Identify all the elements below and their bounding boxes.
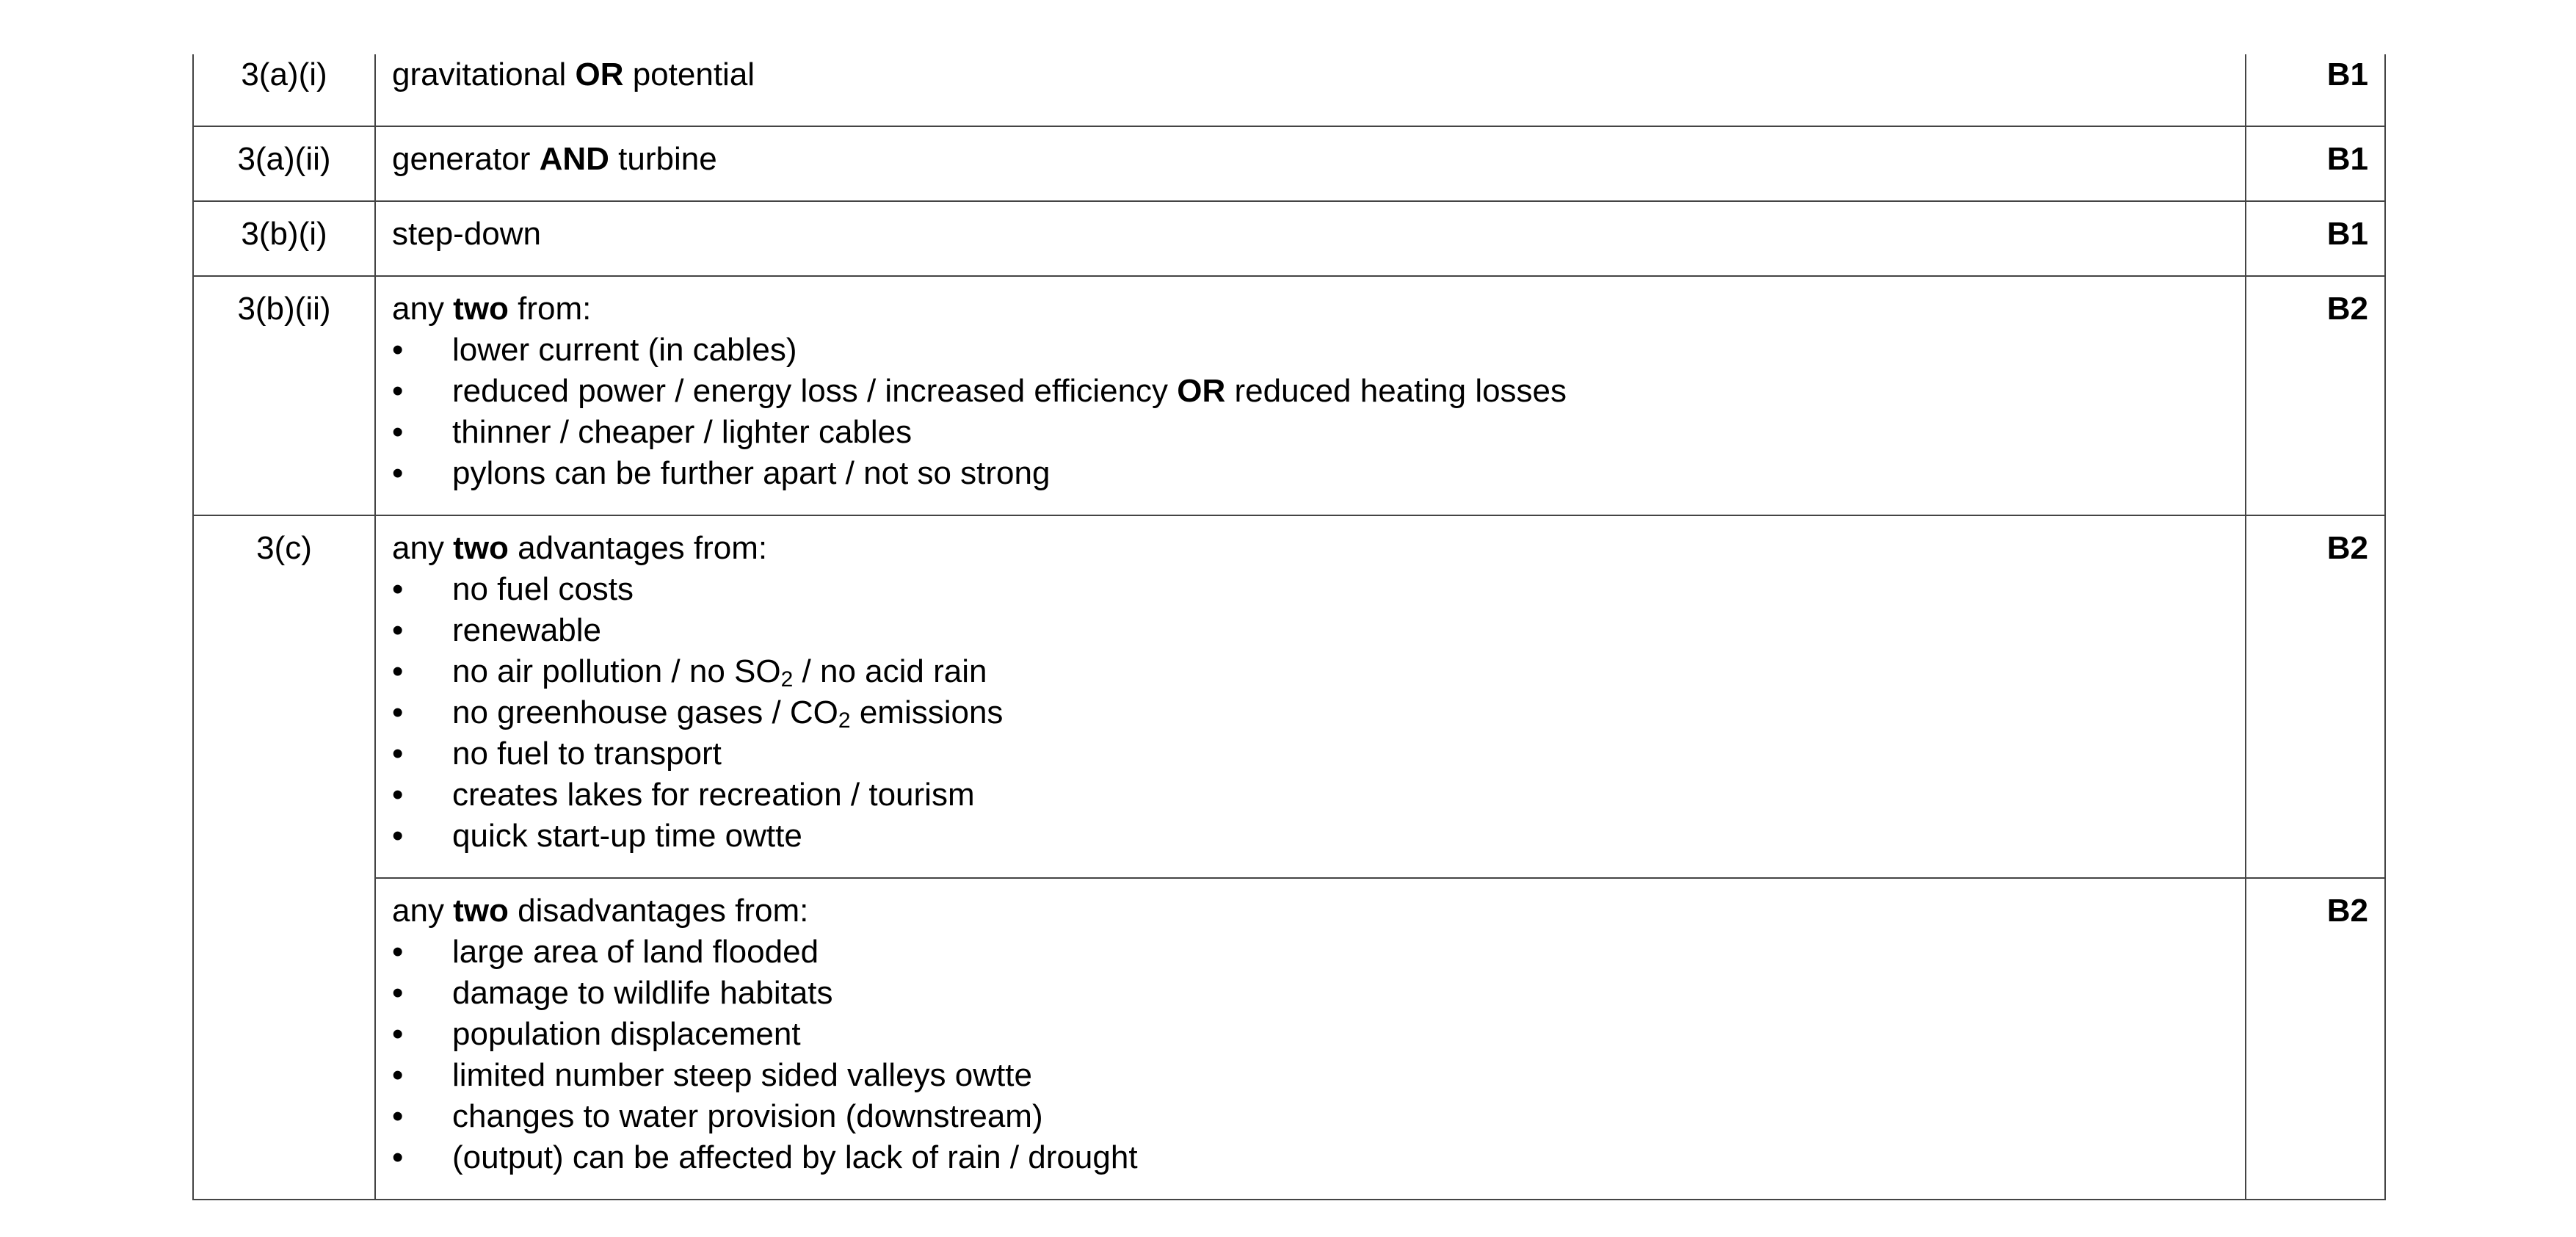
list-item: • no fuel to transport <box>392 733 2229 775</box>
list-item: • changes to water provision (downstream) <box>392 1096 2229 1137</box>
list-item: • thinner / cheaper / lighter cables <box>392 412 2229 453</box>
intro-text: advantages from: <box>508 530 768 566</box>
subscript: 2 <box>838 708 851 733</box>
intro-text: disadvantages from: <box>508 893 809 929</box>
question-number: 3(c) <box>193 515 375 1200</box>
intro-text: from: <box>508 291 592 327</box>
answer-intro <box>392 890 2229 932</box>
list-item-emphasis: OR <box>1177 373 1226 409</box>
answer-bullet-list <box>392 569 2229 857</box>
list-item: • creates lakes for recreation / tourism <box>392 775 2229 816</box>
list-item: • large area of land flooded <box>392 932 2229 973</box>
question-number: 3(b)(ii) <box>193 276 375 515</box>
list-item-text: / no acid rain <box>793 653 987 689</box>
list-item: • limited number steep sided valleys owtte <box>392 1055 2229 1096</box>
answer-cell <box>375 276 2246 515</box>
list-item <box>392 692 2229 733</box>
answer-intro <box>392 289 2229 330</box>
intro-text: any <box>392 893 454 929</box>
list-item: • (output) can be affected by lack of rain / drought <box>392 1137 2229 1178</box>
mark-cell: B1 <box>2246 54 2385 126</box>
answer-cell <box>375 126 2246 201</box>
mark-cell: B1 <box>2246 201 2385 276</box>
table-row <box>193 126 2385 201</box>
answer-cell <box>375 515 2246 878</box>
question-number: 3(a)(i) <box>193 54 375 126</box>
intro-text: any <box>392 530 454 566</box>
intro-emphasis: two <box>453 893 509 929</box>
list-item: • pylons can be further apart / not so strong <box>392 453 2229 494</box>
table-row <box>193 515 2385 878</box>
subscript: 2 <box>780 667 794 692</box>
list-item-text: reduced heating losses <box>1225 373 1567 409</box>
answer-text: potential <box>623 57 755 92</box>
list-item: • renewable <box>392 610 2229 651</box>
list-item: • lower current (in cables) <box>392 330 2229 371</box>
list-item-text: emissions <box>850 694 1004 730</box>
question-number: 3(b)(i) <box>193 201 375 276</box>
list-item <box>392 651 2229 692</box>
list-item: • no fuel costs <box>392 569 2229 610</box>
mark-cell: B2 <box>2246 878 2385 1200</box>
intro-emphasis: two <box>453 291 509 327</box>
answer-text: generator <box>392 141 540 177</box>
list-item-text: no greenhouse gases / CO <box>452 694 838 730</box>
mark-cell: B2 <box>2246 276 2385 515</box>
table-row <box>193 878 2385 1200</box>
answer-emphasis: OR <box>575 57 624 92</box>
intro-text: any <box>392 291 454 327</box>
answer-text: step-down <box>392 216 542 252</box>
table-row <box>193 54 2385 126</box>
answer-bullet-list <box>392 932 2229 1178</box>
answer-text: gravitational <box>392 57 576 92</box>
answer-cell <box>375 54 2246 126</box>
list-item-text: no air pollution / no SO <box>452 653 781 689</box>
list-item-text: reduced power / energy loss / increased efficiency <box>452 373 1178 409</box>
mark-cell: B1 <box>2246 126 2385 201</box>
question-number: 3(a)(ii) <box>193 126 375 201</box>
list-item: • damage to wildlife habitats <box>392 973 2229 1014</box>
answer-cell <box>375 201 2246 276</box>
list-item <box>392 371 2229 412</box>
intro-emphasis: two <box>453 530 509 566</box>
list-item: • population displacement <box>392 1014 2229 1055</box>
table-row <box>193 276 2385 515</box>
mark-scheme-table <box>192 54 2386 1200</box>
table-row <box>193 201 2385 276</box>
answer-bullet-list <box>392 330 2229 494</box>
answer-emphasis: AND <box>539 141 609 177</box>
answer-cell <box>375 878 2246 1200</box>
list-item: • quick start-up time owtte <box>392 816 2229 857</box>
answer-intro <box>392 528 2229 569</box>
mark-cell: B2 <box>2246 515 2385 878</box>
answer-text: turbine <box>609 141 717 177</box>
